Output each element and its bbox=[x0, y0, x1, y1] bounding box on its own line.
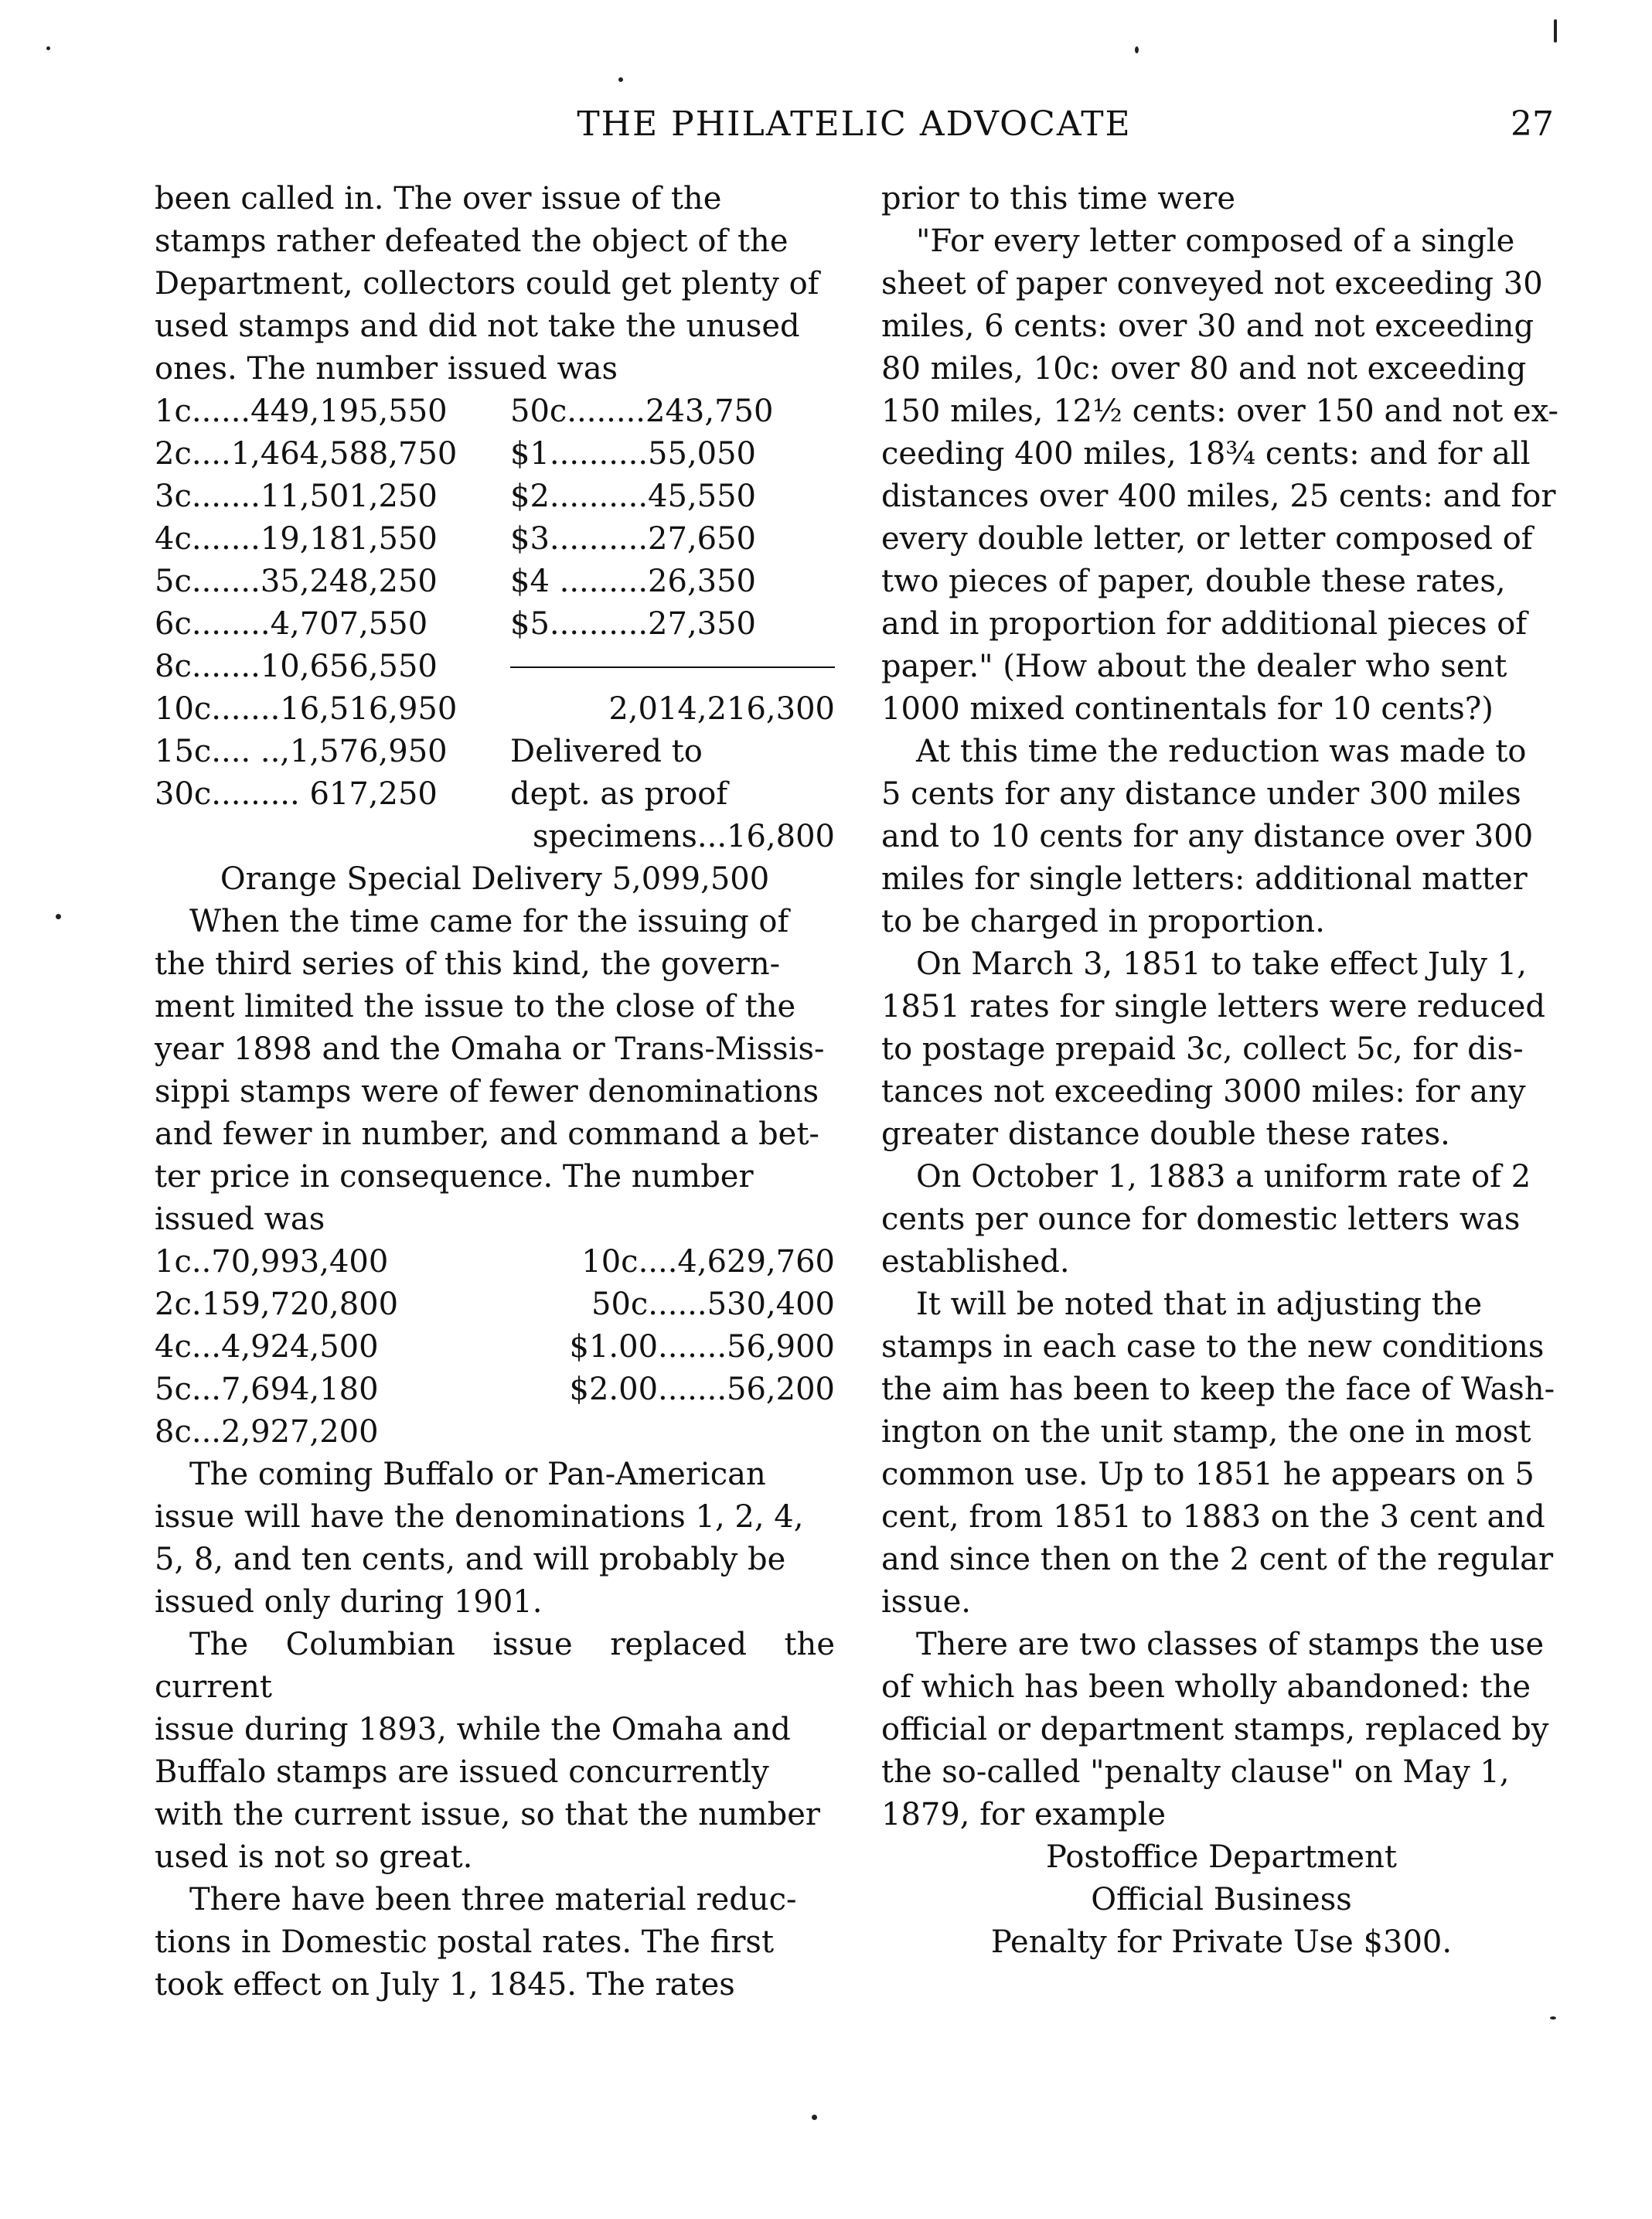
paragraph-rate-quote: "For every letter composed of a single sheet of paper conveyed not exceeding 30 miles, 6 cents: over 30 and not exceeding 80 miles, 10c: over 80 and not exceeding 150 miles, 12½ cents: over 150 and not ex- ceeding 400 miles, 18¾ cents: and for all distances over 400 miles, 25 cents: and for every double letter, or letter composed of two pieces of paper, double these rates, and in proportion for additional pieces of paper." (How about the dealer who sent 1000 mixed continentals for 10 cents?) bbox=[881, 223, 1559, 727]
delivered-line: Delivered to bbox=[510, 734, 703, 769]
table-row: 6c........4,707,550 bbox=[155, 606, 428, 642]
notice-line: Penalty for Private Use $300. bbox=[990, 1924, 1453, 1960]
table-total: 2,014,216,300 bbox=[608, 691, 835, 727]
scan-speck bbox=[1550, 2016, 1556, 2020]
paragraph-washington-face: It will be noted that in adjusting the stamps in each case to the new conditions the aim has been to keep the face of Wash- ington on the unit stamp, the one in most common use. Up to 1851 he appears on 5 cent, from 1851 to 1883 on the 3 cent and and since then on the 2 cent of the regular issue. bbox=[881, 1287, 1555, 1620]
paragraph-buffalo-issue: The coming Buffalo or Pan-American issue will have the denominations 1, 2, 4, 5, 8, and ten cents, and will probably be issued only during 1901. bbox=[155, 1457, 804, 1620]
right-column bbox=[881, 178, 1562, 1964]
notice-line: Postoffice Department bbox=[1046, 1839, 1397, 1875]
scan-speck bbox=[56, 914, 61, 919]
table-row: 1c......449,195,550 bbox=[155, 394, 448, 429]
paragraph-october-1883: On October 1, 1883 a uniform rate of 2 cents per ounce for domestic letters was established. bbox=[881, 1159, 1531, 1280]
table-row: 1c..70,993,400 bbox=[155, 1244, 389, 1280]
delivered-line: dept. as proof bbox=[510, 776, 728, 812]
scan-speck bbox=[46, 46, 50, 50]
table-row: $1..........55,050 bbox=[510, 436, 757, 472]
table-left-column bbox=[155, 390, 479, 858]
paragraph-abandoned-classes: There are two classes of stamps the use of which has been wholly abandoned: the official or department stamps, replaced by the so-called "penalty clause" on May 1, 1879, for example bbox=[881, 1627, 1549, 1832]
table-row: 50c........243,750 bbox=[510, 394, 774, 429]
paragraph-prior-rates: prior to this time were bbox=[881, 181, 1236, 216]
table-row: 4c.......19,181,550 bbox=[155, 521, 438, 557]
table-row: 5c...7,694,180 bbox=[155, 1372, 379, 1407]
table-row: $5..........27,350 bbox=[510, 606, 757, 642]
table-row: 8c.......10,656,550 bbox=[155, 649, 438, 684]
page-header bbox=[155, 97, 1554, 158]
paragraph-columbian-issue: The Columbian issue replaced the current issue during 1893, while the Omaha and Buffalo stamps are issued concurrently with the current issue, so that the number used is not so great. bbox=[155, 1627, 835, 1875]
notice-line: Official Business bbox=[1091, 1882, 1352, 1917]
table-row: 50c......530,400 bbox=[591, 1287, 835, 1322]
penalty-notice bbox=[881, 1836, 1562, 1964]
scan-speck bbox=[812, 2115, 817, 2120]
table-row: 10c.......16,516,950 bbox=[155, 691, 458, 727]
table-left-column bbox=[155, 1241, 479, 1454]
paragraph-reduction-made: At this time the reduction was made to 5 cents for any distance under 300 miles and to 10 cents for any distance over 300 miles for single letters: additional matter to be charged in proportion. bbox=[881, 734, 1534, 939]
issue-quantity-table bbox=[155, 390, 835, 858]
table-row: 15c.... ..,1,576,950 bbox=[155, 734, 448, 769]
omaha-issue-table bbox=[155, 1241, 835, 1454]
table-right-column bbox=[510, 1241, 835, 1454]
scan-speck bbox=[1554, 19, 1557, 43]
paragraph-third-series: When the time came for the issuing of the third series of this kind, the govern- ment limited the issue to the close of the year 1898 and the Omaha or Trans-Missis- sippi stamps were of fewer denominations and fewer in number, and command a bet- ter price in consequence. The number issued was bbox=[155, 904, 825, 1237]
table-row: 3c.......11,501,250 bbox=[155, 479, 438, 514]
table-row: 2c.159,720,800 bbox=[155, 1287, 399, 1322]
scan-speck bbox=[618, 77, 623, 82]
table-row: $4 .........26,350 bbox=[510, 564, 757, 599]
table-row: 5c.......35,248,250 bbox=[155, 564, 438, 599]
paragraph-rate-reductions: There have been three material reduc- tions in Domestic postal rates. The first took effect on July 1, 1845. The rates bbox=[155, 1882, 797, 2003]
table-row: $2.00.......56,200 bbox=[569, 1372, 835, 1407]
table-row: $3..........27,650 bbox=[510, 521, 757, 557]
left-column bbox=[155, 178, 835, 2006]
running-title: THE PHILATELIC ADVOCATE bbox=[577, 104, 1132, 144]
paragraph-called-in: been called in. The over issue of the stamps rather defeated the object of the Department, collectors could get plenty of used stamps and did not take the unused ones. The number issued was bbox=[155, 181, 819, 387]
table-right-column bbox=[510, 390, 835, 858]
table-row: 8c...2,927,200 bbox=[155, 1414, 379, 1450]
total-rule bbox=[510, 666, 835, 668]
table-row: $1.00.......56,900 bbox=[569, 1329, 835, 1365]
table-row: $2..........45,550 bbox=[510, 479, 757, 514]
table-row: 30c......... 617,250 bbox=[155, 776, 438, 812]
table-row: 2c....1,464,588,750 bbox=[155, 436, 458, 472]
orange-special-delivery: Orange Special Delivery 5,099,500 bbox=[220, 861, 770, 897]
scan-speck bbox=[1135, 46, 1139, 53]
page-number: 27 bbox=[1511, 104, 1554, 144]
paragraph-march-1851: On March 3, 1851 to take effect July 1, 1851 rates for single letters were reduced to postage prepaid 3c, collect 5c, for dis- tances not exceeding 3000 miles: for any greater distance double these rates. bbox=[881, 946, 1545, 1152]
table-row: 4c...4,924,500 bbox=[155, 1329, 379, 1365]
table-row: 10c....4,629,760 bbox=[581, 1244, 835, 1280]
delivered-line: specimens...16,800 bbox=[533, 819, 835, 854]
